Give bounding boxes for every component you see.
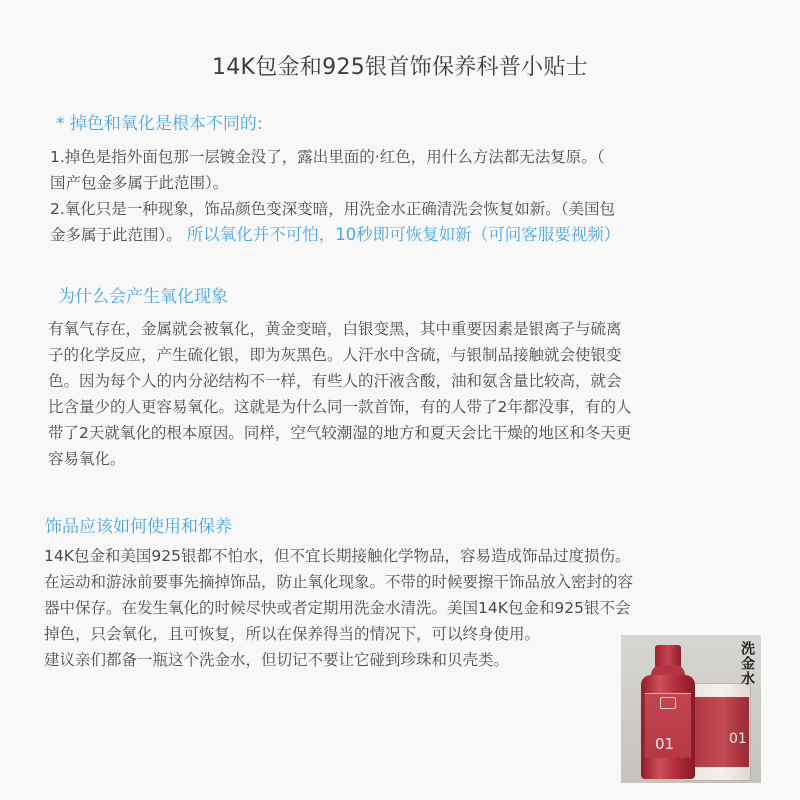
box-number: 01 — [729, 731, 747, 747]
section-heading-usage-care: 饰品应该如何使用和保养 — [45, 517, 232, 537]
text-line: 子的化学反应，产生硫化银，即为灰黑色。人汗水中含硫，与银制品接触就会使银变 — [48, 346, 622, 364]
highlight-note: 所以氧化并不可怕，10秒即可恢复如新（可问客服要视频） — [186, 225, 621, 244]
section2-paragraph — [48, 316, 631, 472]
text-line: 容易氧化。 — [48, 450, 126, 468]
text-line: 比含量少的人更容易氧化。这就是为什么同一款首饰，有的人带了2年都没事，有的人 — [48, 398, 632, 416]
text-line: 在运动和游泳前要事先摘掉饰品，防止氧化现象。不带的时候要擦干饰品放入密封的容 — [44, 573, 634, 591]
text-line: 国产包金多属于此范围）。 — [50, 174, 229, 192]
section-heading-why-oxidation: 为什么会产生氧化现象 — [58, 287, 228, 307]
bottle-cap — [655, 645, 681, 667]
text-line: 1.掉色是指外面包那一层镀金没了，露出里面的·红色，用什么方法都无法复原。（ — [50, 148, 605, 166]
text-line: 器中保存。在发生氧化的时候尽快或者定期用洗金水清洗。美国14K包金和925银不会 — [44, 599, 631, 617]
section-heading-fade-vs-oxidation: * 掉色和氧化是根本不同的: — [56, 114, 263, 134]
page-title: 14K包金和925银首饰保养科普小贴士 — [211, 55, 589, 80]
text-line-end: 金多属于此范围）。 — [50, 226, 182, 244]
section1-paragraph — [50, 144, 620, 248]
text-line: 2.氧化只是一种现象，饰品颜色变深变暗，用洗金水正确清洗会恢复如新。（美国包 — [50, 200, 616, 218]
photo-caption: 洗金水 — [739, 641, 755, 686]
bottle-number: 01 — [655, 735, 675, 753]
product-photo — [621, 635, 761, 783]
text-line: 掉色，只会氧化，且可恢复，所以在保养得当的情况下，可以终身使用。 — [44, 625, 541, 643]
text-line: 有氧气存在，金属就会被氧化，黄金变暗，白银变黑，其中重要因素是银离子与硫离 — [48, 320, 622, 338]
text-line: 色。因为每个人的内分泌结构不一样，有些人的汗液含酸，油和氨含量比较高，就会 — [48, 372, 622, 390]
text-line: 带了2天就氧化的根本原因。同样，空气较潮湿的地方和夏天会比干燥的地区和冬天更 — [48, 424, 632, 442]
text-line — [50, 222, 620, 248]
text-line: 14K包金和美国925银都不怕水，但不宜长期接触化学物品，容易造成饰品过度损伤。 — [44, 547, 631, 565]
section3-paragraph — [44, 543, 633, 673]
text-line: 建议亲们都备一瓶这个洗金水，但切记不要让它碰到珍珠和贝壳类。 — [44, 651, 510, 669]
bottle-seal-icon — [660, 697, 676, 709]
